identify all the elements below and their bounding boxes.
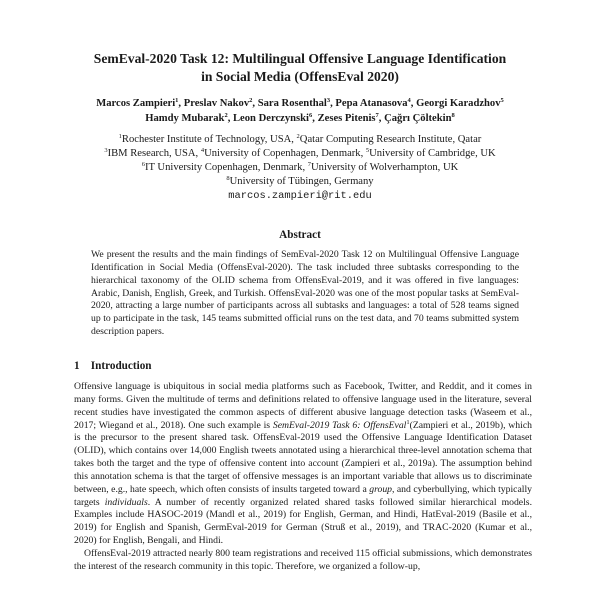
author-name: Çağrı Çöltekin bbox=[384, 112, 452, 124]
affil-mark: 1 bbox=[118, 133, 122, 140]
text-run: . A number of recently organized related shared tasks followed similar hierarchical models. Examples include HASOC-2019 (Mandl et al., 2019) for English, German, and Hindi, HatEval-2019 (Basile et al., 2019) for English and Spanish, GermEval-2019 for German (Struß et al., 2019), and TRAC-2020 (Kumar et al., 2020) for English, Bengali, and Hindi. bbox=[74, 496, 532, 547]
author-affil-mark: 1 bbox=[175, 97, 179, 104]
section-heading bbox=[74, 360, 152, 372]
section-title: Introduction bbox=[90, 360, 152, 372]
affil-mark: 8 bbox=[226, 175, 230, 182]
author-name: Hamdy Mubarak bbox=[145, 112, 225, 124]
task-name-italic: SemEval-2019 Task 6: OffensEval bbox=[272, 419, 407, 431]
affiliation: Qatar Computing Research Institute, Qatar bbox=[299, 134, 482, 145]
affiliation: University of Copenhagen, Denmark, bbox=[204, 148, 366, 159]
intro-paragraph-1 bbox=[74, 381, 532, 548]
paper-title bbox=[40, 50, 560, 86]
affil-mark: 5 bbox=[365, 147, 370, 154]
author-line-2: Hamdy Mubarak$^2$, Leon Derczynski$^6$, Zeses Pitenis$^7$, Çağrı Çöltekin$^8$ bbox=[145, 111, 455, 124]
affiliation: University of Tübingen, Germany bbox=[229, 176, 374, 187]
author-affil-mark: 2 bbox=[249, 97, 253, 104]
author-affil-mark: 5 bbox=[500, 97, 504, 104]
title-line-1: SemEval-2020 Task 12: Multilingual Offensive Language Identification bbox=[93, 51, 507, 66]
intro-paragraph-2: OffensEval-2019 attracted nearly 800 team registrations and received 115 official submissions, which demonstrates the interest of the research community in this topic. Therefore, we organized a follow-up, bbox=[74, 547, 532, 572]
affiliation: University of Cambridge, UK bbox=[369, 148, 496, 159]
affil-mark: 3 bbox=[104, 147, 108, 154]
affiliation-line bbox=[40, 161, 560, 175]
title-line-2: in Social Media (OffensEval 2020) bbox=[201, 69, 399, 84]
author-name: Georgi Karadzhov bbox=[416, 98, 501, 109]
author-affil-mark: 2 bbox=[224, 111, 228, 119]
author-list bbox=[40, 97, 560, 126]
affiliation-list bbox=[40, 133, 560, 203]
author-affil-mark: 3 bbox=[326, 97, 331, 104]
affiliation: University of Wolverhampton, UK bbox=[311, 162, 459, 173]
author-name: Sara Rosenthal bbox=[257, 98, 327, 109]
introduction-body bbox=[74, 381, 532, 574]
author-affil-mark: 7 bbox=[375, 111, 379, 119]
footnote-mark[interactable]: 1 bbox=[406, 418, 410, 426]
author-affil-mark: 6 bbox=[309, 111, 313, 119]
affiliation: IBM Research, USA, bbox=[107, 148, 201, 159]
author-name: Leon Derczynski bbox=[232, 112, 310, 124]
section-number: 1 bbox=[74, 360, 80, 372]
contact-email[interactable]: marcos.zampieri@rit.edu bbox=[228, 190, 372, 202]
author-affil-mark: 8 bbox=[451, 111, 455, 119]
affiliation-line bbox=[40, 175, 560, 189]
author-name: Marcos Zampieri bbox=[96, 98, 176, 109]
italic-term: individuals bbox=[104, 496, 148, 508]
author-name: Pepa Atanasova bbox=[335, 98, 408, 109]
affiliation-line bbox=[40, 147, 560, 161]
affil-mark: 2 bbox=[296, 133, 300, 140]
abstract-heading: Abstract bbox=[279, 229, 321, 241]
text-run: (Zampieri et al., 2019b), which is the precursor to the present shared task. OffensEval-2019 used the Offensive Language Identification Dataset (OLID), which contains over 14,000 English tweets annotated using a hierarchical three-level annotation schema that takes both the target and the type of offensive content into account (Zampieri et al., 2019a). The assumption behind this annotation schema is that the target of offensive messages is an important variable that allows us to discriminate between, e.g., hate speech, which often consists of insults targeted toward a bbox=[74, 419, 532, 495]
affiliation-line bbox=[40, 133, 560, 147]
author-name: Zeses Pitenis bbox=[317, 112, 376, 124]
affiliation: IT University Copenhagen, Denmark, bbox=[144, 162, 308, 173]
author-affil-mark: 4 bbox=[407, 97, 411, 104]
affil-mark: 7 bbox=[307, 161, 312, 168]
text-run: , and cyberbullying, which typically targets bbox=[74, 483, 533, 508]
abstract-text: We present the results and the main findings of SemEval-2020 Task 12 on Multilingual Offensive Language Identification in Social Media (OffensEval-2020). The task included three subtasks corresponding to the hierarchical taxonomy of the OLID schema from OffensEval-2019, and it was offered in five languages: Arabic, Danish, English, Greek, and Turkish. OffensEval-2020 was one of the most popular tasks at SemEval-2020, attracting a large number of participants across all subtasks and languages: a total of 528 teams signed up to participate in the task, 145 teams submitted official runs on the test data, and 70 teams submitted system description papers. bbox=[91, 249, 519, 338]
affil-mark: 6 bbox=[141, 161, 145, 168]
author-line-1: Marcos Zampieri$^1$, Preslav Nakov$^2$, Sara Rosenthal$^3$, Pepa Atanasova$^4$, Georgi Karadzhov$^5$ bbox=[96, 97, 504, 109]
text-run: Offensive language is ubiquitous in social media platforms such as Facebook, Twitter, and Reddit, and it comes in many forms. Given the multitude of terms and definitions related to offensive language used in the literature, several recent studies have investigated the common aspects of different abusive language detection tasks (Waseem et al., 2017; Wiegand et al., 2018). One such example is bbox=[74, 381, 532, 431]
author-name: Preslav Nakov bbox=[183, 98, 250, 109]
italic-term: group bbox=[369, 483, 393, 495]
affil-mark: 4 bbox=[200, 147, 205, 154]
affiliation: Rochester Institute of Technology, USA, bbox=[121, 134, 297, 145]
